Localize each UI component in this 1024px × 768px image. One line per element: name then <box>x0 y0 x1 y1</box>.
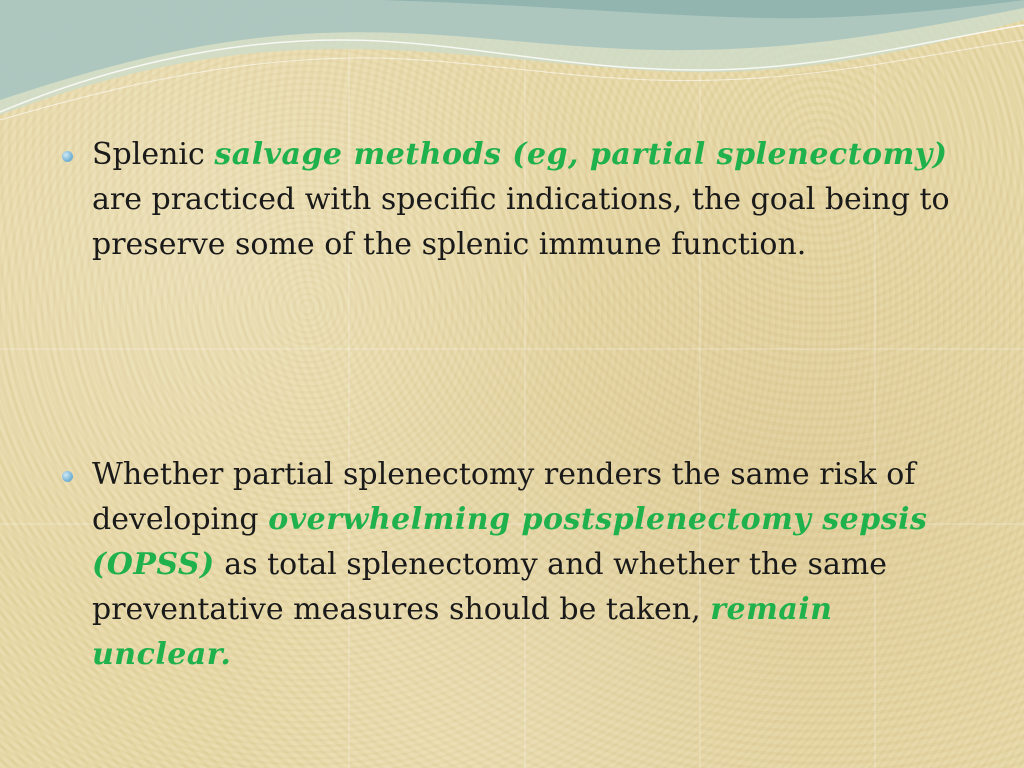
bullet-text: Whether partial splenectomy renders the same risk of developing <box>92 457 916 537</box>
bullet-text: as total splenectomy and whether the same preventative measures should be taken, <box>92 547 888 627</box>
decorative-wave-header <box>0 0 1024 120</box>
bullet-item-opss-risk <box>60 452 960 677</box>
bullet-text: Splenic <box>92 137 215 172</box>
emphasis-text: overwhelming postsplenectomy sepsis (OPSS) <box>92 502 928 582</box>
slide-content <box>60 132 960 677</box>
bullet-icon <box>62 151 73 162</box>
bullet-icon <box>62 471 73 482</box>
bullet-item-salvage-methods <box>60 132 960 267</box>
emphasis-text: remain unclear. <box>92 592 833 672</box>
emphasis-text: salvage methods (eg, partial splenectomy) <box>214 137 948 172</box>
bullet-text: are practiced with specific indications, the goal being to preserve some of the splenic immune function. <box>92 182 950 262</box>
